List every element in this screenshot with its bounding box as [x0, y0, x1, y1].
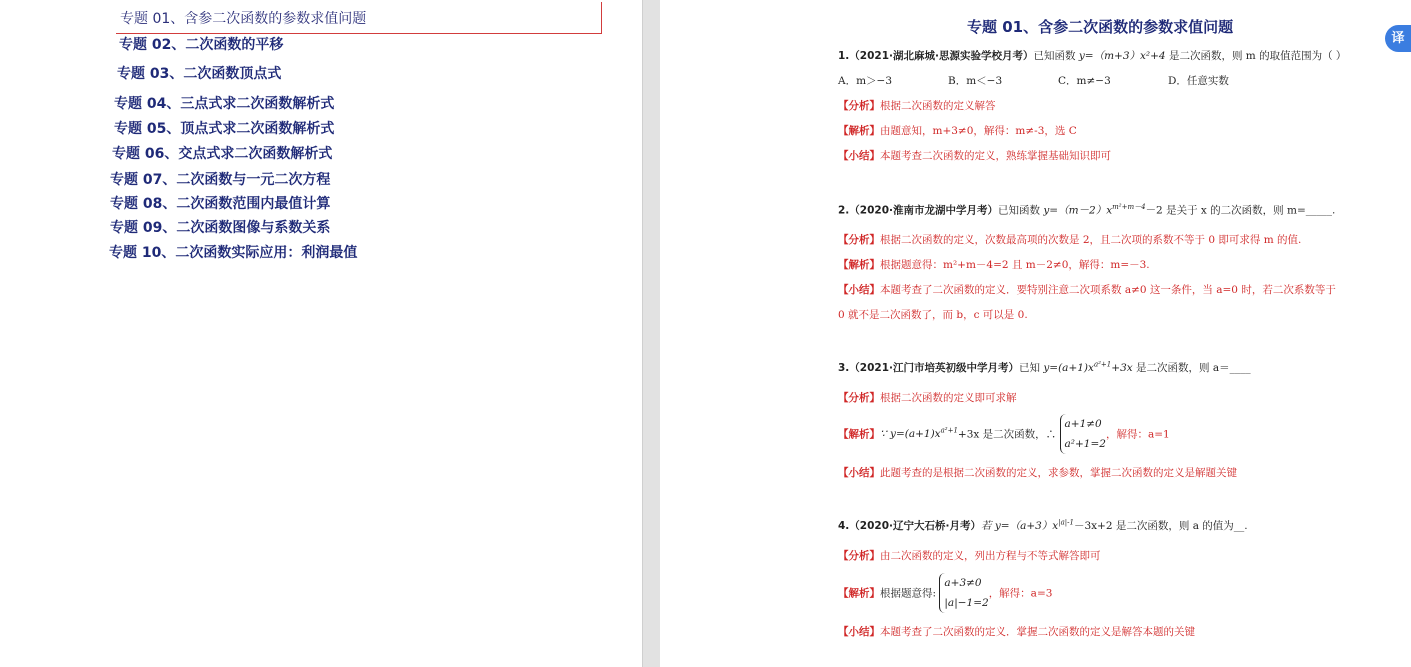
- question-2-stem: 2.（2020·淮南市龙湖中学月考）已知函数 $y=(m-2)x^{m^2+m-4}-2$ 是关于 x 的二次函数，则 m=_____.: [838, 203, 1336, 217]
- question-1-options: [838, 73, 1278, 88]
- question-2-summary-cont: 0 就不是二次函数了，而 b，c 可以是 0.: [838, 309, 1028, 321]
- question-1-solution: 【解析】由题意知，m+3≠0，解得：m≠-3，选 C: [838, 125, 1077, 137]
- question-4-analysis: 【分析】由二次函数的定义，列出方程与不等式解答即可: [838, 550, 1101, 562]
- question-3-analysis: 【分析】根据二次函数的定义即可求解: [838, 392, 1017, 404]
- toc-item-07[interactable]: 专题 07、二次函数与一元二次方程: [110, 172, 331, 188]
- page-gutter: [642, 0, 662, 667]
- question-4-summary: 【小结】本题考查了二次函数的定义．掌握二次函数的定义是解答本题的关键: [838, 626, 1195, 638]
- question-2-analysis: 【分析】根据二次函数的定义，次数最高项的次数是 2，且二次项的系数不等于 0 即可求得 m 的值.: [838, 234, 1302, 246]
- question-2-solution: 【解析】根据题意得：m²+m－4=2 且 m－2≠0，解得：m=－3.: [838, 259, 1150, 271]
- option-b[interactable]: B．m＜−3: [948, 75, 1003, 87]
- toc-item-04[interactable]: 专题 04、三点式求二次函数解析式: [114, 96, 335, 112]
- equation-system: a+1≠0 a²+1=2: [1060, 414, 1106, 454]
- toc-item-02[interactable]: 专题 02、二次函数的平移: [119, 37, 284, 53]
- question-3-summary: 【小结】此题考查的是根据二次函数的定义，求参数，掌握二次函数的定义是解题关键: [838, 467, 1237, 479]
- toc-item-06[interactable]: 专题 06、交点式求二次函数解析式: [112, 146, 333, 162]
- equation-system: a+3≠0 |a|−1=2: [939, 573, 988, 613]
- toc-selection-box: [116, 2, 602, 34]
- toc-item-01[interactable]: 专题 01、含参二次函数的参数求值问题: [120, 8, 366, 28]
- left-page-toc: [0, 0, 642, 667]
- question-1-analysis: 【分析】根据二次函数的定义解答: [838, 100, 996, 112]
- question-3-solution: 【解析】∵ $y=(a+1)x^{a^2+1}+3x$ 是二次函数，∴ a+1≠0 a²+1=2，解得：a=1: [838, 414, 1170, 454]
- toc-item-05[interactable]: 专题 05、顶点式求二次函数解析式: [114, 121, 335, 137]
- document-title: 专题 01、含参二次函数的参数求值问题: [967, 18, 1234, 36]
- option-d[interactable]: D．任意实数: [1168, 75, 1229, 87]
- toc-item-08[interactable]: 专题 08、二次函数范围内最值计算: [110, 196, 331, 212]
- right-page-content: [660, 0, 1411, 667]
- option-c[interactable]: C．m≠−3: [1058, 75, 1111, 87]
- toc-item-03[interactable]: 专题 03、二次函数顶点式: [117, 66, 282, 82]
- translate-icon[interactable]: 译: [1385, 25, 1411, 52]
- question-2-summary: 【小结】本题考查了二次函数的定义．要特别注意二次项系数 a≠0 这一条件，当 a=0 时，若二次系数等于: [838, 284, 1336, 296]
- toc-item-10[interactable]: 专题 10、二次函数实际应用：利润最值: [109, 245, 358, 261]
- question-4-solution: 【解析】根据题意得: a+3≠0 |a|−1=2，解得：a=3: [838, 573, 1052, 613]
- toc-item-09[interactable]: 专题 09、二次函数图像与系数关系: [110, 220, 331, 236]
- question-4-stem: 4.（2020·辽宁大石桥·月考）若 $y=(a+3)x^{|a|-1}-3x+2$ 是二次函数，则 a 的值为__.: [838, 518, 1248, 532]
- question-1-stem: 1.（2021·湖北麻城·思源实验学校月考）已知函数 y=（m+3）x²+4 是二次函数，则 m 的取值范围为（ ）: [838, 50, 1347, 62]
- option-a[interactable]: A．m＞−3: [838, 75, 893, 87]
- question-1-summary: 【小结】本题考查二次函数的定义，熟练掌握基础知识即可: [838, 150, 1111, 162]
- question-3-stem: 3.（2021·江门市培英初级中学月考）已知 $y=(a+1)x^{a^2+1}+3x$ 是二次函数，则 a＝____: [838, 360, 1251, 374]
